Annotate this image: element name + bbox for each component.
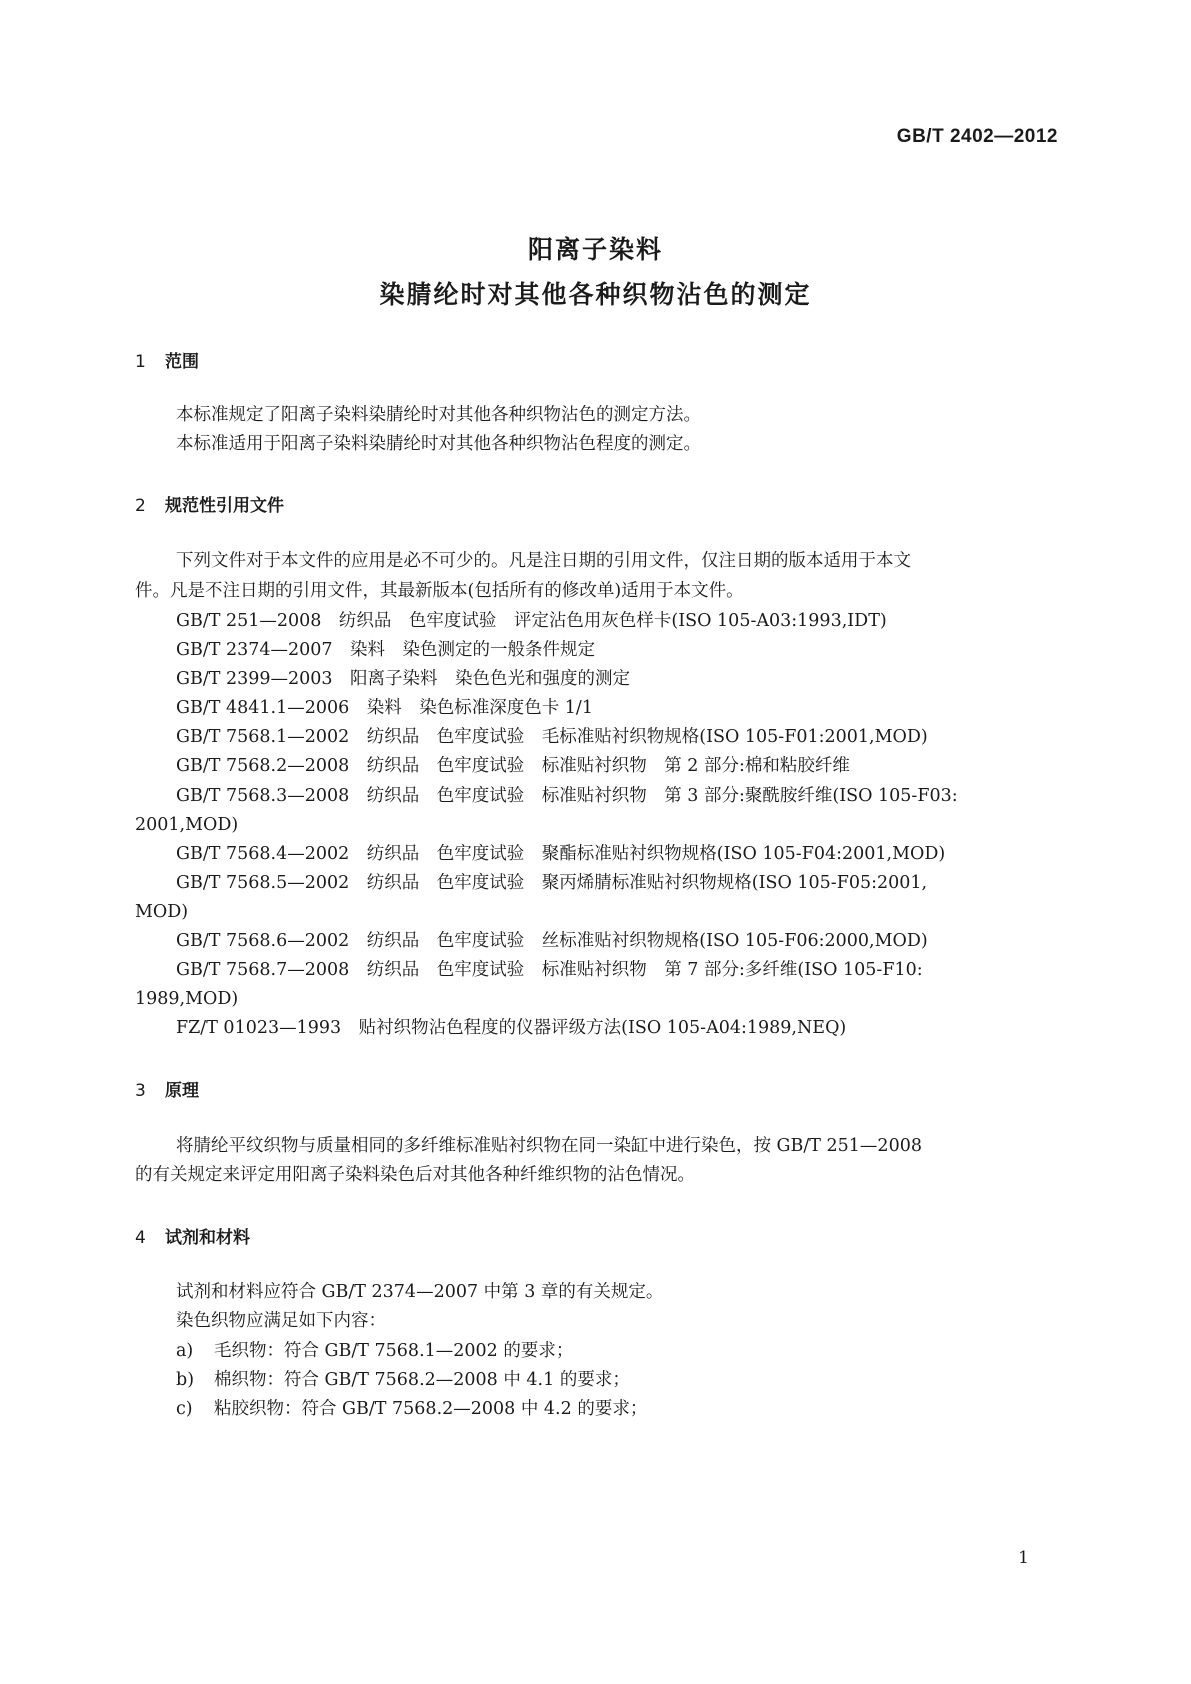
section-number: 3: [135, 1081, 146, 1101]
section-title: 范围: [165, 352, 199, 372]
list-marker: c): [176, 1399, 193, 1419]
section-heading-scope: [135, 347, 199, 372]
list-item-text: 棉织物：符合 GB/T 7568.2—2008 中 4.1 的要求；: [214, 1370, 630, 1390]
section-number: 4: [135, 1228, 146, 1248]
reference-item: GB/T 7568.6—2002 纺织品 色牢度试验 丝标准贴衬织物规格(ISO 105-F06:2000,MOD): [176, 931, 928, 951]
section-heading-normative-references: [135, 491, 284, 516]
reference-item: GB/T 7568.1—2002 纺织品 色牢度试验 毛标准贴衬织物规格(ISO 105-F01:2001,MOD): [176, 727, 928, 747]
paragraph: 的有关规定来评定用阳离子染料染色后对其他各种纤维织物的沾色情况。: [135, 1165, 695, 1185]
paragraph: 染色织物应满足如下内容：: [176, 1311, 386, 1331]
reference-item-continued: 1989,MOD): [135, 989, 239, 1009]
reference-item: FZ/T 01023—1993 贴衬织物沾色程度的仪器评级方法(ISO 105-A04:1989,NEQ): [176, 1018, 847, 1038]
section-title: 规范性引用文件: [165, 496, 284, 516]
list-marker: a): [176, 1341, 194, 1361]
list-item: [176, 1365, 1056, 1395]
list-item: [176, 1394, 1056, 1424]
section-heading-principle: [135, 1076, 199, 1101]
document-title-line2: 染腈纶时对其他各种织物沾色的测定: [379, 280, 812, 309]
paragraph: 下列文件对于本文件的应用是必不可少的。凡是注日期的引用文件，仅注日期的版本适用于本文: [176, 551, 911, 571]
section-title: 原理: [165, 1081, 199, 1101]
document-title-line1: 阳离子染料: [527, 235, 663, 264]
section-title: 试剂和材料: [165, 1228, 250, 1248]
reference-item-continued: 2001,MOD): [135, 815, 239, 835]
page-number: 1: [1018, 1548, 1029, 1568]
reference-item: GB/T 7568.5—2002 纺织品 色牢度试验 聚丙烯腈标准贴衬织物规格(ISO 105-F05:2001,: [176, 873, 928, 893]
reference-item: GB/T 251—2008 纺织品 色牢度试验 评定沾色用灰色样卡(ISO 105-A03:1993,IDT): [176, 611, 887, 631]
section-number: 1: [135, 352, 146, 372]
reference-item: GB/T 2399—2003 阳离子染料 染色色光和强度的测定: [176, 669, 631, 689]
list-item: [176, 1336, 1056, 1366]
reference-item-continued: MOD): [135, 902, 189, 922]
list-marker: b): [176, 1370, 195, 1390]
paragraph: 本标准适用于阳离子染料染腈纶时对其他各种织物沾色程度的测定。: [176, 434, 701, 454]
paragraph: 本标准规定了阳离子染料染腈纶时对其他各种织物沾色的测定方法。: [176, 405, 701, 425]
list-item-text: 毛织物：符合 GB/T 7568.1—2002 的要求；: [214, 1341, 574, 1361]
paragraph: 将腈纶平纹织物与质量相同的多纤维标准贴衬织物在同一染缸中进行染色，按 GB/T 251—2008: [176, 1136, 922, 1156]
paragraph: 件。凡是不注日期的引用文件，其最新版本(包括所有的修改单)适用于本文件。: [135, 581, 744, 601]
standard-id: GB/T 2402—2012: [896, 126, 1058, 147]
reference-item: GB/T 7568.4—2002 纺织品 色牢度试验 聚酯标准贴衬织物规格(ISO 105-F04:2001,MOD): [176, 844, 946, 864]
list-item-text: 粘胶织物：符合 GB/T 7568.2—2008 中 4.2 的要求；: [214, 1399, 648, 1419]
reference-item: GB/T 7568.2—2008 纺织品 色牢度试验 标准贴衬织物 第 2 部分:棉和粘胶纤维: [176, 756, 850, 776]
reference-item: GB/T 4841.1—2006 染料 染色标准深度色卡 1/1: [176, 698, 593, 718]
paragraph: 试剂和材料应符合 GB/T 2374—2007 中第 3 章的有关规定。: [176, 1282, 664, 1302]
section-number: 2: [135, 496, 146, 516]
reference-item: GB/T 2374—2007 染料 染色测定的一般条件规定: [176, 640, 596, 660]
reference-item: GB/T 7568.7—2008 纺织品 色牢度试验 标准贴衬织物 第 7 部分:多纤维(ISO 105-F10:: [176, 960, 923, 980]
section-heading-reagents-materials: [135, 1223, 250, 1248]
reference-item: GB/T 7568.3—2008 纺织品 色牢度试验 标准贴衬织物 第 3 部分:聚酰胺纤维(ISO 105-F03:: [176, 786, 958, 806]
